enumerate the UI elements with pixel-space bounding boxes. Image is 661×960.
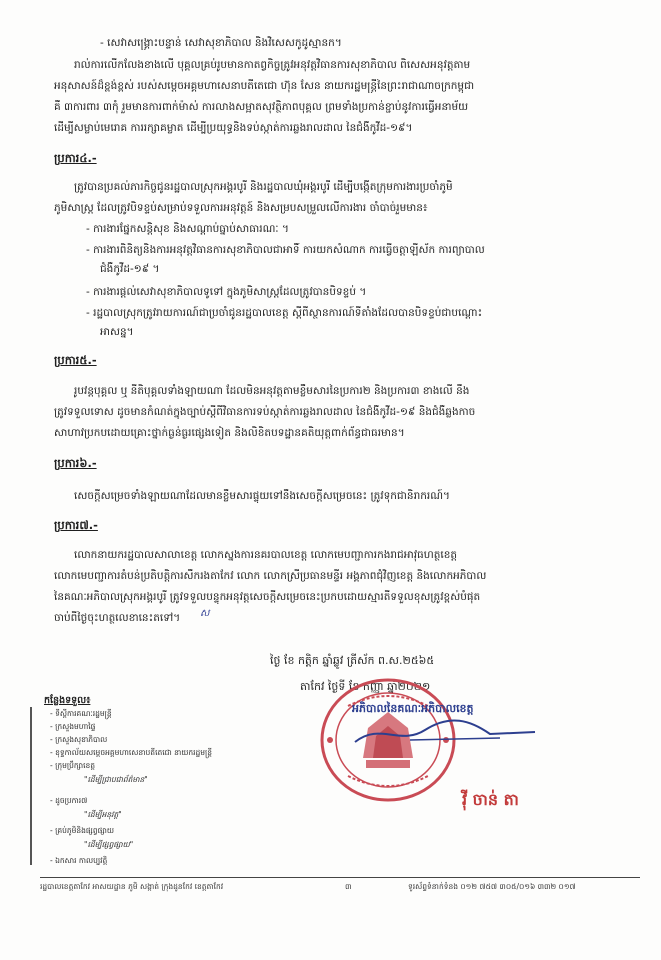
intro-bullet: - សេវាសង្គ្រោះបន្ទាន់ សេវាសុខាភិបាល និងវិសេសកូដូស្មានក។: [100, 36, 342, 50]
article-4-line-1: ត្រូវបានប្រគល់ភារកិច្ចជូនរដ្ឋបាលស្រុកអង្គរបូរី និងរដ្ឋបាលឃុំអង្គរបូរី ដើម្បីបង្កើតក្រុមការងារប្រចាំភូមិ: [74, 181, 453, 193]
distribution-item: - គ្រប់ភូមិនិងផ្សព្វផ្សាយ: [50, 826, 114, 837]
article-7-heading: ប្រការ៧.-: [54, 518, 98, 532]
distribution-item: - ខុទ្ទកាល័យសម្តេចអគ្គមហាសេនាបតីតេជោ នាយករដ្ឋមន្ត្រី: [50, 748, 212, 759]
distribution-note: "ដើម្បីជ្រាបជាព័ត៌មាន": [84, 775, 148, 784]
intro-line-3: គឺ ៣ការពារ ៣កុំ រួមមានការពាក់ម៉ាស់ ការលាងសម្អាតសុវត្ថិភាពបុគ្គល ព្រមទាំងប្រកាន់ខ្ជាប់នូវការធ្វើអនាម័យ: [54, 101, 469, 113]
intro-line-2: អនុសាសន៍ដ៏ខ្ពង់ខ្ពស់ របស់សម្តេចអគ្គមហាសេនាបតីតេជោ ហ៊ុន សែន នាយករដ្ឋមន្ត្រីនៃព្រះរាជាណាចក្រកម្ពុជា: [54, 80, 475, 92]
intro-line-4: ដើម្បីសម្លាប់មេរោគ ការរក្សាគម្លាត ដើម្បីប្រយុទ្ធនិងទប់ស្កាត់ការឆ្លងរាលដាល នៃជំងឺកូវីដ-១៩។: [54, 122, 413, 134]
article-7-line-4: ចាប់ពីថ្ងៃចុះហត្ថលេខានេះតទៅ។: [54, 612, 181, 624]
solar-date: តាកែវ ថ្ងៃទី ខែ កញ្ញា ឆ្នាំ២០២១: [300, 680, 431, 693]
page-number: ៣: [345, 882, 352, 891]
footer-divider: [40, 877, 640, 878]
distribution-note: "ដើម្បីផ្សព្វផ្សាយ": [84, 840, 134, 849]
article-4-bullet-2-cont: ជំងឺកូវីដ-១៩ ។: [100, 263, 160, 275]
distribution-note: "ដើម្បីអនុវត្ត": [84, 810, 122, 819]
article-4-bullet-3: - ការងារផ្តល់សេវាសុខាភិបាលទូទៅ ក្នុងភូមិសាស្ត្រដែលត្រូវបានបិទខ្ទប់ ។: [86, 285, 366, 299]
article-4-bullet-4-cont: អាសន្ន។: [100, 326, 134, 338]
article-5-heading: ប្រការ៥.-: [54, 353, 97, 367]
article-4-heading: ប្រការ៤.-: [54, 151, 97, 165]
article-4-bullet-4: - រដ្ឋបាលស្រុកត្រូវរាយការណ៍ជាប្រចាំជូនរដ្ឋបាលខេត្ត ស្តីពីស្ថានការណ៍ទីតាំងដែលបានបិទខ្ទប់ជាបណ្តោះ: [86, 306, 482, 320]
distribution-title: កន្លែងទទួល៖: [44, 695, 91, 706]
lunar-date: ថ្ងៃ ខែ កត្តិក ឆ្នាំឆ្លូវ ត្រីស័ក ព.ស.២៥៦៥: [270, 654, 435, 667]
distribution-item: - ឯកសារ កាលប្បវត្តិ: [50, 856, 107, 867]
article-5-line-2: ត្រូវទទួលទោស ដូចមានកំណត់ក្នុងច្បាប់ស្តីពីវិធានការទប់ស្កាត់ការឆ្លងរាលដាល នៃជំងឺកូវីដ-១៩ និងជំងឺឆ្លងកាច: [54, 406, 476, 418]
handwritten-signature-icon: [350, 712, 540, 752]
distribution-bracket: [30, 707, 32, 865]
distribution-item: - ទីស្តីការគណៈរដ្ឋមន្ត្រី: [50, 709, 112, 720]
signatory-role: អភិបាលនៃគណៈអភិបាលខេត្ត: [352, 702, 474, 715]
article-5-line-3: សាហាវប្រកបដោយគ្រោះថ្នាក់ធ្ងន់ធ្ងរផ្សេងទៀត និងលិខិតបទដ្ឋានគតិយុត្តពាក់ព័ន្ធជាធរមាន។: [54, 427, 405, 439]
intro-line-1: រាល់ការលើកលែងខាងលើ បុគ្គលគ្រប់រូបមានកាតព្វកិច្ចត្រូវអនុវត្តវិធានការសុខាភិបាល ពិសេសអនុវត្តតាម: [74, 59, 471, 71]
distribution-item: - ក្រសួងសុខាភិបាល: [50, 735, 107, 746]
article-6-heading: ប្រការ៦.-: [54, 456, 97, 470]
article-4-bullet-2: - ការងារពិនិត្យនិងការអនុវត្តវិធានការសុខាភិបាលជាអាទិ៍ ការយកសំណាក ការធ្វើចត្តាឡីស័ក ការព្យាបាល: [86, 243, 485, 257]
article-7-line-1: លោកនាយករដ្ឋបាលសាលាខេត្ត លោកស្នងការនគរបាលខេត្ត លោកមេបញ្ជាការកងរាជអាវុធហត្ថខេត្ត: [74, 549, 458, 561]
footer-contact: ទូរស័ព្ទទំនាក់ទំនង ០១២ ៧៥៧ ៣០៥/០១៦ ៣៣២ ០១៧: [408, 882, 576, 891]
distribution-item: - ក្រសួងមហាផ្ទៃ: [50, 722, 95, 733]
article-7-line-2: លោកមេបញ្ជាការតំបន់ប្រតិបត្តិការសឹករងតាកែវ លោក លោកស្រីប្រធានមន្ទីរ អង្គភាពជុំវិញខេត្ត និងលោកអភិបាល: [54, 570, 487, 582]
footer-address: រដ្ឋបាលខេត្តតាកែវ អាសយដ្ឋាន ភូមិ សង្កាត់ ក្រុងដូនកែវ ខេត្តតាកែវ: [40, 882, 224, 891]
distribution-item: - ក្រុមប្រឹក្សាខេត្ត: [50, 761, 95, 772]
signatory-name: វ៉ី ចាន់ តា: [462, 790, 519, 809]
article-7-line-3: នៃគណៈអភិបាលស្រុកអង្គរបូរី ត្រូវទទួលបន្ទុកអនុវត្តសេចក្តីសម្រេចនេះប្រកបដោយស្មារតីទទួលខុសត្រូវខ្ពស់បំផុត: [54, 591, 481, 603]
article-4-line-2: ភូមិសាស្ត្រ ដែលត្រូវបិទខ្ទប់សម្រាប់ទទួលការអនុវត្តន៍ និងសម្របសម្រួលលើការងារ ចាំបាច់រួមមាន៖: [54, 202, 428, 214]
margin-initials: ស: [200, 608, 210, 619]
distribution-item: - ដូចប្រការ៧: [50, 796, 87, 807]
article-6-line-1: សេចក្តីសម្រេចទាំងឡាយណាដែលមានខ្លឹមសារផ្ទុយទៅនឹងសេចក្តីសម្រេចនេះ ត្រូវទុកជានិរាករណ៍។: [74, 490, 450, 502]
article-4-bullet-1: - ការងារផ្នែកសន្តិសុខ និងសណ្តាប់ធ្នាប់សាធារណៈ ។: [86, 222, 289, 236]
article-5-line-1: រូបវន្តបុគ្គល ឬ នីតិបុគ្គលទាំងឡាយណា ដែលមិនអនុវត្តតាមខ្លឹមសារនៃប្រការ២ និងប្រការ៣ ខាងលើ នឹង: [74, 385, 470, 397]
